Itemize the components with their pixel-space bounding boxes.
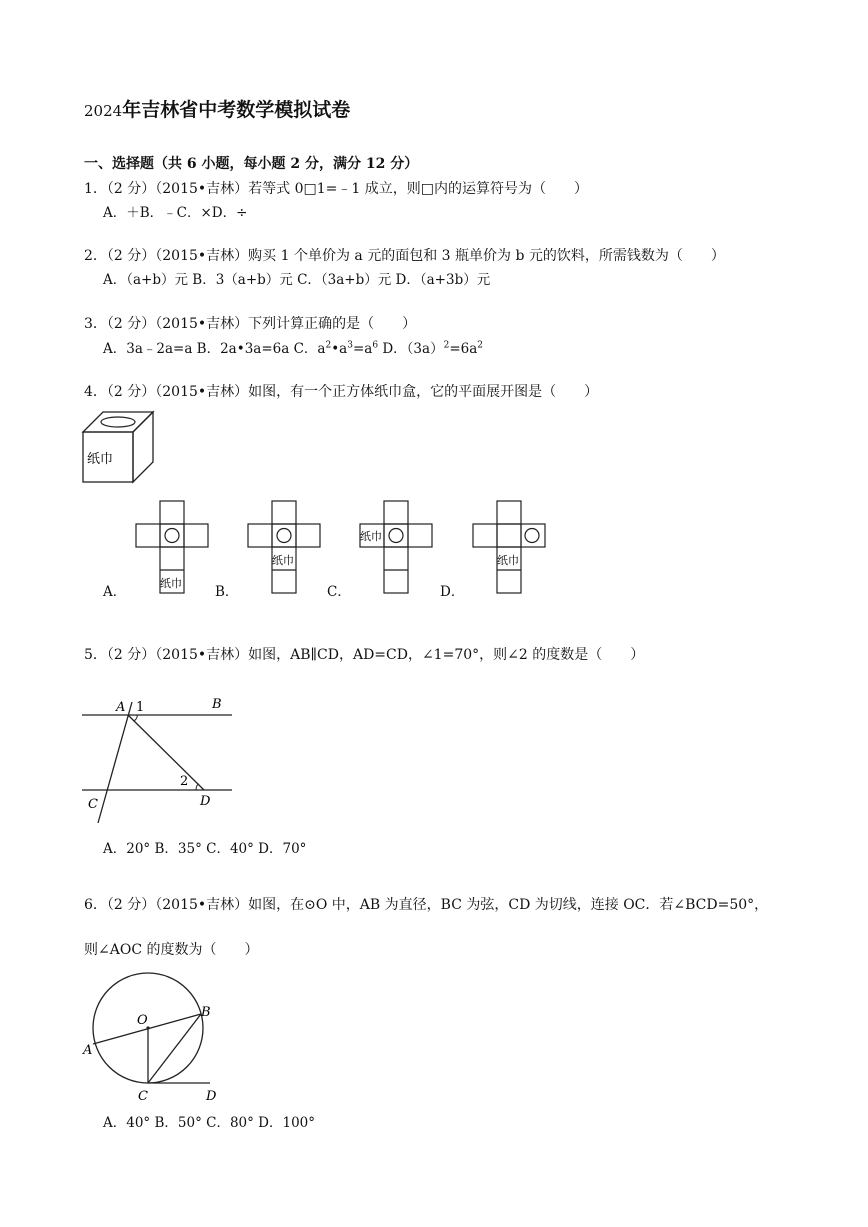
page-title <box>84 95 350 122</box>
angle-2-label: 2 <box>180 774 189 789</box>
question-3-stem: 3．（2 分）（2015•吉林）下列计算正确的是（ ） <box>84 316 417 332</box>
section-heading: 一、选择题（共 6 小题，每小题 2 分，满分 12 分） <box>84 156 419 172</box>
title-text: 年吉林省中考数学模拟试卷 <box>122 99 351 121</box>
net-c <box>360 501 432 593</box>
point-d-label: D <box>206 1089 217 1104</box>
point-d-label: D <box>200 794 211 809</box>
circle-figure <box>82 970 227 1104</box>
tissue-box-figure <box>82 410 156 484</box>
net-b <box>248 501 320 593</box>
net-face-label: 纸巾 <box>497 554 519 567</box>
question-4-stem: 4．（2 分）（2015•吉林）如图，有一个正方体纸巾盒，它的平面展开图是（ ） <box>84 384 599 400</box>
point-c-label: C <box>138 1089 148 1104</box>
q3-end: =6a <box>449 341 478 357</box>
point-b-label: B <box>212 697 222 712</box>
point-c-label: C <box>88 797 98 812</box>
option-d-label: D． <box>440 584 465 600</box>
question-6-stem-line2: 则∠AOC 的度数为（ ） <box>84 942 259 958</box>
box-label: 纸巾 <box>87 452 114 467</box>
q3-exp: 6 <box>372 340 379 351</box>
question-3-options <box>103 337 483 357</box>
question-6-options: A．40° B．50° C．80° D．100° <box>103 1115 315 1131</box>
q3-exp: 2 <box>443 340 450 351</box>
question-2-stem: 2．（2 分）（2015•吉林）购买 1 个单价为 a 元的面包和 3 瓶单价为 b 元的饮料，所需钱数为（ ） <box>84 248 725 264</box>
question-5-options: A．20° B．35° C．40° D．70° <box>103 841 307 857</box>
question-5-stem: 5．（2 分）（2015•吉林）如图，AB∥CD，AD=CD，∠1=70°，则∠2 的度数是（ ） <box>84 647 645 663</box>
option-a-label: A． <box>103 584 127 600</box>
net-face-label: 纸巾 <box>160 577 182 590</box>
point-b-label: B <box>201 1005 211 1020</box>
question-1-options: A．＋B．﹣C．×D．÷ <box>103 205 248 221</box>
point-a-label: A <box>116 700 126 715</box>
q3-mid: •a <box>331 341 348 357</box>
q3-exp: 2 <box>477 340 483 351</box>
q3-opt-d: D．（3a） <box>378 341 444 357</box>
net-face-label: 纸巾 <box>360 530 382 543</box>
q3-opt-abc: A．3a﹣2a=a B．2a•3a=6a C．a <box>103 341 326 357</box>
q3-exp: 3 <box>347 340 353 351</box>
net-face-label: 纸巾 <box>272 554 294 567</box>
net-d <box>473 501 545 593</box>
net-a <box>136 501 208 593</box>
parallel-lines-figure <box>82 690 242 826</box>
question-6-stem-line1: 6．（2 分）（2015•吉林）如图，在⊙O 中，AB 为直径，BC 为弦，CD 为切线，连接 OC．若∠BCD=50°， <box>84 897 769 913</box>
option-c-label: C． <box>327 584 351 600</box>
angle-1-label: 1 <box>136 700 145 715</box>
option-b-label: B． <box>215 584 239 600</box>
question-2-options: A．（a+b）元 B．3（a+b）元 C．（3a+b）元 D．（a+3b）元 <box>103 272 491 288</box>
point-o-label: O <box>137 1013 148 1028</box>
q3-exp: 2 <box>325 340 332 351</box>
point-a-label: A <box>83 1043 93 1058</box>
title-year: 2024 <box>84 102 123 120</box>
q3-mid: =a <box>352 341 373 357</box>
question-1-stem: 1．（2 分）（2015•吉林）若等式 0□1=﹣1 成立，则□内的运算符号为（ ） <box>84 181 588 197</box>
